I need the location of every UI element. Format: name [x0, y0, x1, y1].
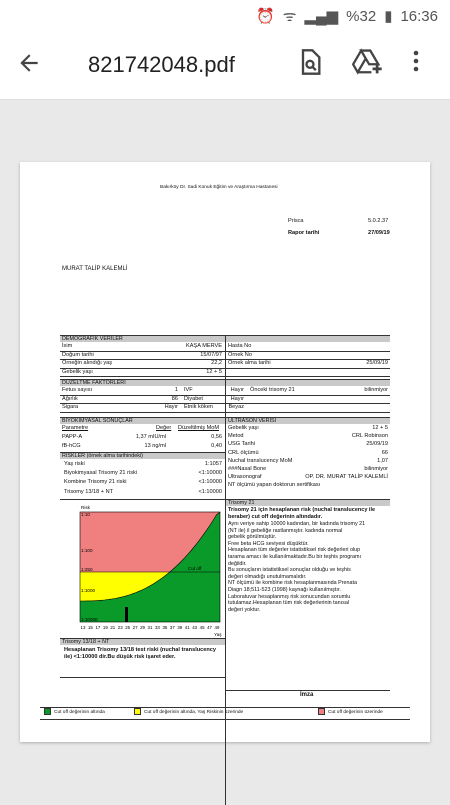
- demographics-header: DEMOGRAFİK VERİLER: [60, 335, 390, 342]
- us-value: 66: [381, 449, 388, 456]
- t21-line: değeri yoktur.: [228, 606, 261, 613]
- legend-red: Cut off değerinin üzerinde: [318, 708, 383, 718]
- x-tick: 45: [199, 625, 205, 630]
- bio-header-mom: Düzeltilmiş MoM: [178, 425, 220, 431]
- demo-label: İsim: [62, 343, 73, 349]
- risk-chart: [60, 504, 225, 639]
- signal-icon: ▂▄▆: [304, 8, 339, 25]
- clock: 16:36: [400, 7, 438, 25]
- patient-marker: [125, 607, 128, 622]
- us-label: Nuchal translucency MoM: [228, 457, 293, 464]
- demo-label: Örneğin alındığı yaş: [62, 360, 113, 366]
- corr-value-2: Hayır: [230, 395, 244, 402]
- t21-header: Trisomy 21: [226, 499, 390, 506]
- t21-line: gebelik görülmüştür.: [228, 534, 277, 541]
- risk-value: <1:10000: [198, 470, 222, 477]
- bio-param: PAPP-A: [62, 434, 83, 440]
- risk-label: Yaş riski: [64, 461, 85, 467]
- bio-value: 1,37 mIU/ml: [135, 434, 166, 440]
- prisca-label: Prisca: [288, 218, 304, 224]
- us-value: 12 + 5: [372, 425, 388, 431]
- t21-line: Free beta HCG seviyesi düşüktür.: [228, 540, 309, 547]
- prev-t21-label: Önceki trisomy 21: [250, 387, 295, 393]
- x-tick: 49: [214, 625, 220, 630]
- demo-value: 22,2: [211, 360, 222, 366]
- y-tick-100: 1:100: [81, 548, 93, 553]
- risk-axis-label: Risk: [81, 505, 90, 510]
- corr-label-2: IVF: [184, 387, 193, 393]
- x-tick: 19: [102, 625, 108, 630]
- x-tick: 47: [207, 625, 213, 630]
- ultrasound-header: ULTRASON VERİSİ: [226, 417, 390, 424]
- t21-line: değeri olmadığı unutulmamalıdır.: [228, 573, 307, 580]
- bio-param: fB-hCG: [62, 442, 81, 449]
- y-tick-250: 1:250: [81, 567, 93, 572]
- corr-label-2: Diyabet: [184, 395, 203, 402]
- x-tick: 41: [184, 625, 190, 630]
- us-value: 25/09/19: [366, 441, 388, 448]
- y-tick-1000: 1:1000: [81, 588, 96, 593]
- correction-header: DÜZELTME FAKTÖRLERİ: [60, 379, 390, 386]
- corr-label-2: Etnik köken: [184, 404, 213, 410]
- us-label: USG Tarihi: [228, 441, 255, 448]
- t1318-header: Trisomy 13/18 + NT: [60, 638, 225, 645]
- corr-label: Ağırlık: [62, 395, 78, 402]
- risks-header: RİSKLER (örnek alma tarihindeki): [60, 452, 225, 459]
- document-title: 821742048.pdf: [88, 52, 235, 77]
- us-label: Ultrasonograf: [228, 474, 262, 481]
- yellow-swatch: [134, 708, 141, 715]
- prisca-version: 5.0.2.37: [368, 218, 389, 224]
- t21-line: Hesaplanan tüm değerler istatistiksel risk değerleri olup: [228, 547, 361, 554]
- bio-header-value: Değer: [156, 425, 172, 431]
- corr-label: Sigara: [62, 404, 79, 410]
- x-tick: 29: [140, 625, 146, 630]
- bio-header-param: Parametre: [62, 425, 89, 431]
- signature-label: İmza: [300, 692, 314, 698]
- battery-icon: ▮: [384, 8, 393, 25]
- alarm-icon: ⏰: [256, 8, 275, 25]
- us-value: CRL Robinson: [351, 433, 388, 440]
- app-bar: [0, 30, 450, 100]
- legend-green: Cut off değerinin altında: [44, 708, 105, 718]
- risk-label: Trisomy 13/18 + NT: [64, 488, 114, 495]
- t21-line: tutulamaz.Hesaplanan tüm risk değerlerinin tanısal: [228, 600, 350, 607]
- corr-value: Hayır: [164, 404, 178, 410]
- bio-mom: 0,40: [211, 442, 222, 449]
- more-vert-icon[interactable]: [412, 48, 428, 80]
- risk-value: <1:10000: [198, 488, 222, 495]
- risk-value: <1:10000: [198, 479, 222, 486]
- t21-line: değildir.: [228, 560, 247, 567]
- demo-label: Gebelik yaşı: [62, 368, 93, 375]
- t21-line: NT ölçümü ile kombine risk hesaplanmasında Prenata: [228, 580, 358, 587]
- x-tick: 27: [132, 625, 138, 630]
- wifi-icon: ᯤ: [282, 8, 297, 25]
- us-value: OP. DR. MURAT TALİP KALEMLİ: [305, 474, 388, 481]
- x-tick: 13: [80, 625, 86, 630]
- x-tick: 31: [147, 625, 153, 630]
- demo-label: Doğum tarihi: [62, 351, 94, 358]
- t21-line: Aynı veriye sahip 10000 kadından, bir kadında trisomy 21: [228, 521, 366, 527]
- risk-label: Biyokimyasal Trisomy 21 riski: [64, 470, 138, 477]
- hospital-name: Bakırköy Dr. Sadi Konuk Eğitim ve Araştırma Hastanesi: [160, 185, 278, 190]
- legend-yellow: Cut off değerinin altında, Yaş Riskinin üzerinde: [134, 708, 243, 718]
- x-tick: 25: [125, 625, 131, 630]
- x-tick: 37: [169, 625, 175, 630]
- corr-value-2: Beyaz: [228, 404, 244, 410]
- risk-value: 1:1057: [204, 461, 222, 467]
- report-date-label: Rapor tarihi: [288, 230, 320, 236]
- us-label: NT ölçümü yapan doktorun sertifikası: [228, 482, 321, 489]
- demo-value: 12 + 5: [206, 368, 222, 375]
- report-date: 27/09/19: [368, 230, 390, 236]
- x-axis-label: Yaş: [214, 632, 222, 637]
- prev-t21-value: bilinmiyor: [364, 387, 388, 393]
- red-swatch: [318, 708, 325, 715]
- green-swatch: [44, 708, 51, 715]
- t21-summary: Trisomy 21 için hesaplanan risk (nuchal translucency ile beraber) cut off değerinin altındadır.: [228, 507, 376, 520]
- t1318-summary: Hesaplanan Trisomy 13/18 test riski (nuchal translucency ile) <1:10000 dir.Bu düşük risk işaret eder.: [64, 647, 217, 660]
- arrow-left-icon[interactable]: [16, 50, 42, 81]
- file-search-icon[interactable]: [296, 48, 328, 80]
- x-tick: 35: [162, 625, 168, 630]
- t21-line: (NT ile) il gebeliğe rastlanmıştır. kadında normal: [228, 527, 343, 534]
- cutoff-label: Cut off: [188, 566, 202, 571]
- t21-line: Laboratuvar hesaplanmış risk sonucundan sorumlu: [228, 593, 351, 600]
- corr-value-2: Hayır: [230, 387, 244, 393]
- corr-value: 86: [171, 395, 178, 402]
- pdf-page: [20, 162, 430, 742]
- drive-add-icon[interactable]: [352, 48, 384, 80]
- corr-label: Fetus sayısı: [62, 387, 93, 393]
- y-tick-top: 1:10: [81, 512, 90, 517]
- demo-value: KAŞA MERVE: [186, 343, 222, 349]
- bio-mom: 0,56: [211, 434, 222, 440]
- status-bar: [0, 0, 450, 30]
- demo-right-value: 25/09/19: [366, 360, 388, 366]
- demo-value: 15/07/97: [200, 351, 222, 358]
- us-value: bilinmiyor: [364, 466, 388, 472]
- y-tick-10000: 1:10000: [81, 617, 98, 622]
- x-tick: 39: [177, 625, 183, 630]
- t21-line: tarama amacı ile kullanılmaktadır.Bu bir teşhis programı: [228, 554, 362, 560]
- x-tick: 43: [192, 625, 198, 630]
- x-tick: 33: [154, 625, 160, 630]
- demo-right-label: Örnek No: [228, 351, 252, 358]
- t21-line: Bu sonuçların istatistiksel sonuçlar olduğu ve teşhis: [228, 567, 351, 574]
- x-tick: 17: [95, 625, 101, 630]
- x-tick: 23: [117, 625, 123, 630]
- risk-label: Kombine Trisomy 21 riski: [64, 479, 127, 486]
- demo-right-label: Örnek alma tarihi: [228, 360, 271, 366]
- battery-percent: %32: [346, 7, 377, 25]
- us-label: ###Nasal Bone: [228, 466, 267, 472]
- biochem-header: BİYOKİMYASAL SONUÇLAR: [60, 417, 225, 424]
- demo-right-label: Hasta No: [228, 343, 252, 349]
- us-label: CRL ölçümü: [228, 449, 259, 456]
- bio-value: 13 ng/ml: [144, 442, 166, 449]
- corr-value: 1: [174, 387, 178, 393]
- us-value: 1,07: [377, 457, 388, 464]
- us-label: Gebelik yaşı: [228, 425, 259, 431]
- us-label: Metod: [228, 433, 244, 440]
- t21-line: Diagn 18;511-523 (1998) kaynağı kullanılmıştır.: [228, 587, 341, 593]
- x-tick: 21: [110, 625, 116, 630]
- doctor-name: MURAT TALİP KALEMLİ: [62, 266, 128, 272]
- x-tick: 15: [87, 625, 93, 630]
